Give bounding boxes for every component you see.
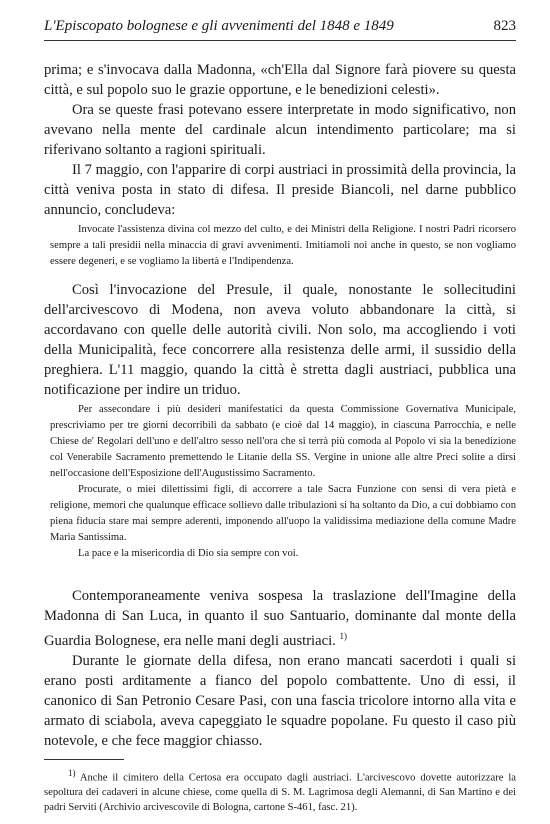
body-text (44, 60, 516, 815)
quote-4: La pace e la misericordia di Dio sia sempre con voi. (78, 548, 299, 559)
footnote-marker: 1) (68, 767, 76, 778)
paragraph-2: Ora se queste frasi potevano essere interpretate in modo significativo, non avevano nella mente del cardinale alcun intendimento particolare; ma si riferivano soltanto a ragioni spirituali. (44, 102, 516, 158)
header-title: L'Episcopato bolognese e gli avvenimenti del 1848 e 1849 (44, 18, 394, 34)
paragraph-3: Il 7 maggio, con l'apparire di corpi austriaci in prossimità della provincia, la città veniva posta in stato di difesa. Il preside Biancoli, nel darne pubblico annuncio, concludeva: (44, 162, 516, 218)
quote-3: Procurate, o miei dilettissimi figli, di accorrere a tale Sacra Funzione con sensi di vera pietà e religione, memori che qualunque efficace sollievo dalle tribulazioni si ha soltanto da Dio, a cui dobbiamo con piena fiducia stare mai sempre aderenti, imponendo all'uopo la validissima mediazione della comune Madre Maria Santissima. (50, 484, 516, 543)
paragraph-6: Durante le giornate della difesa, non erano mancati sacerdoti i quali si erano posti arditamente a fianco del popolo combattente. Uno di essi, il canonico di San Petronio Cesare Pasi, con una fascia tricolore intorno alla vita e armato di sciabola, aveva capeggiato le squadre popolane. Fu questo il caso più notevole, e che fece maggior chiasso. (44, 652, 516, 749)
footnote-text: Anche il cimitero della Certosa era occupato dagli austriaci. L'arcivescovo dovette autorizzare la sepoltura dei cadaveri in alcune chiese, come quella di S. M. Lagrimosa degli Alemanni, di San Martino e dei padri Serviti (Archivio arcivescovile di Bologna, cartone S-461, fasc. 21). (44, 772, 516, 814)
page-number: 823 (493, 18, 516, 34)
paragraph-5 (44, 586, 516, 651)
running-header (44, 18, 516, 41)
quote-block-2 (44, 402, 516, 562)
paragraph-4: Così l'invocazione del Presule, il quale, nonostante le sollecitudini dell'arcivescovo di Modena, non aveva voluto abbandonare la città, si accordavano con quelle delle autorità civili. Non solo, ma accogliendo i voti della Municipalità, fece concorrere alla resistenza delle armi, il sussidio della preghiera. L'11 maggio, quando la città è stretta dagli austriaci, pubblica una notificazione per indire un triduo. (44, 282, 516, 398)
section-gap (44, 572, 516, 586)
quote-block-1 (44, 222, 516, 270)
paragraph-1: prima; e s'invocava dalla Madonna, «ch'Ella dal Signore farà piovere su questa città, e sul popolo suo le grazie opportune, e le benedizioni celesti». (44, 62, 516, 98)
quote-1: Invocate l'assistenza divina col mezzo del culto, e dei Ministri della Religione. I nostri Padri ricorsero sempre a tali presidii nella minaccia di gravi avvenimenti. Imitiamoli noi anche in questo, se non vogliamo essere degeneri, e se vogliamo la libertà e l'Indipendenza. (50, 224, 516, 267)
footnote-ref[interactable]: 1) (339, 631, 347, 641)
paragraph-5-text: Contemporaneamente veniva sospesa la traslazione dell'Imagine della Madonna di San Luca, in quanto il suo Santuario, dominante dal monte della Guardia Bolognese, era nelle mani degli austriaci. (44, 588, 516, 649)
quote-2: Per assecondare i più desideri manifestatici da questa Commissione Governativa Municipale, prescriviamo per tre giorni decorribili da sabbato (e cioè dal 14 maggio), in ciascuna Parrocchia, e nelle Chiese de' Regolari dell'uno e dell'altro sesso nell'ora che si terrà più comoda al Popolo vi sia la benedizione col Venerabile Sacramento premettendo le Litanie della SS. Vergine in unione alle altre Preci solite a dirsi nell'occasione dell'Esposizione dell'Augustissimo Sacramento. (50, 404, 516, 479)
footnote-divider (44, 759, 124, 760)
footnote (44, 766, 516, 816)
